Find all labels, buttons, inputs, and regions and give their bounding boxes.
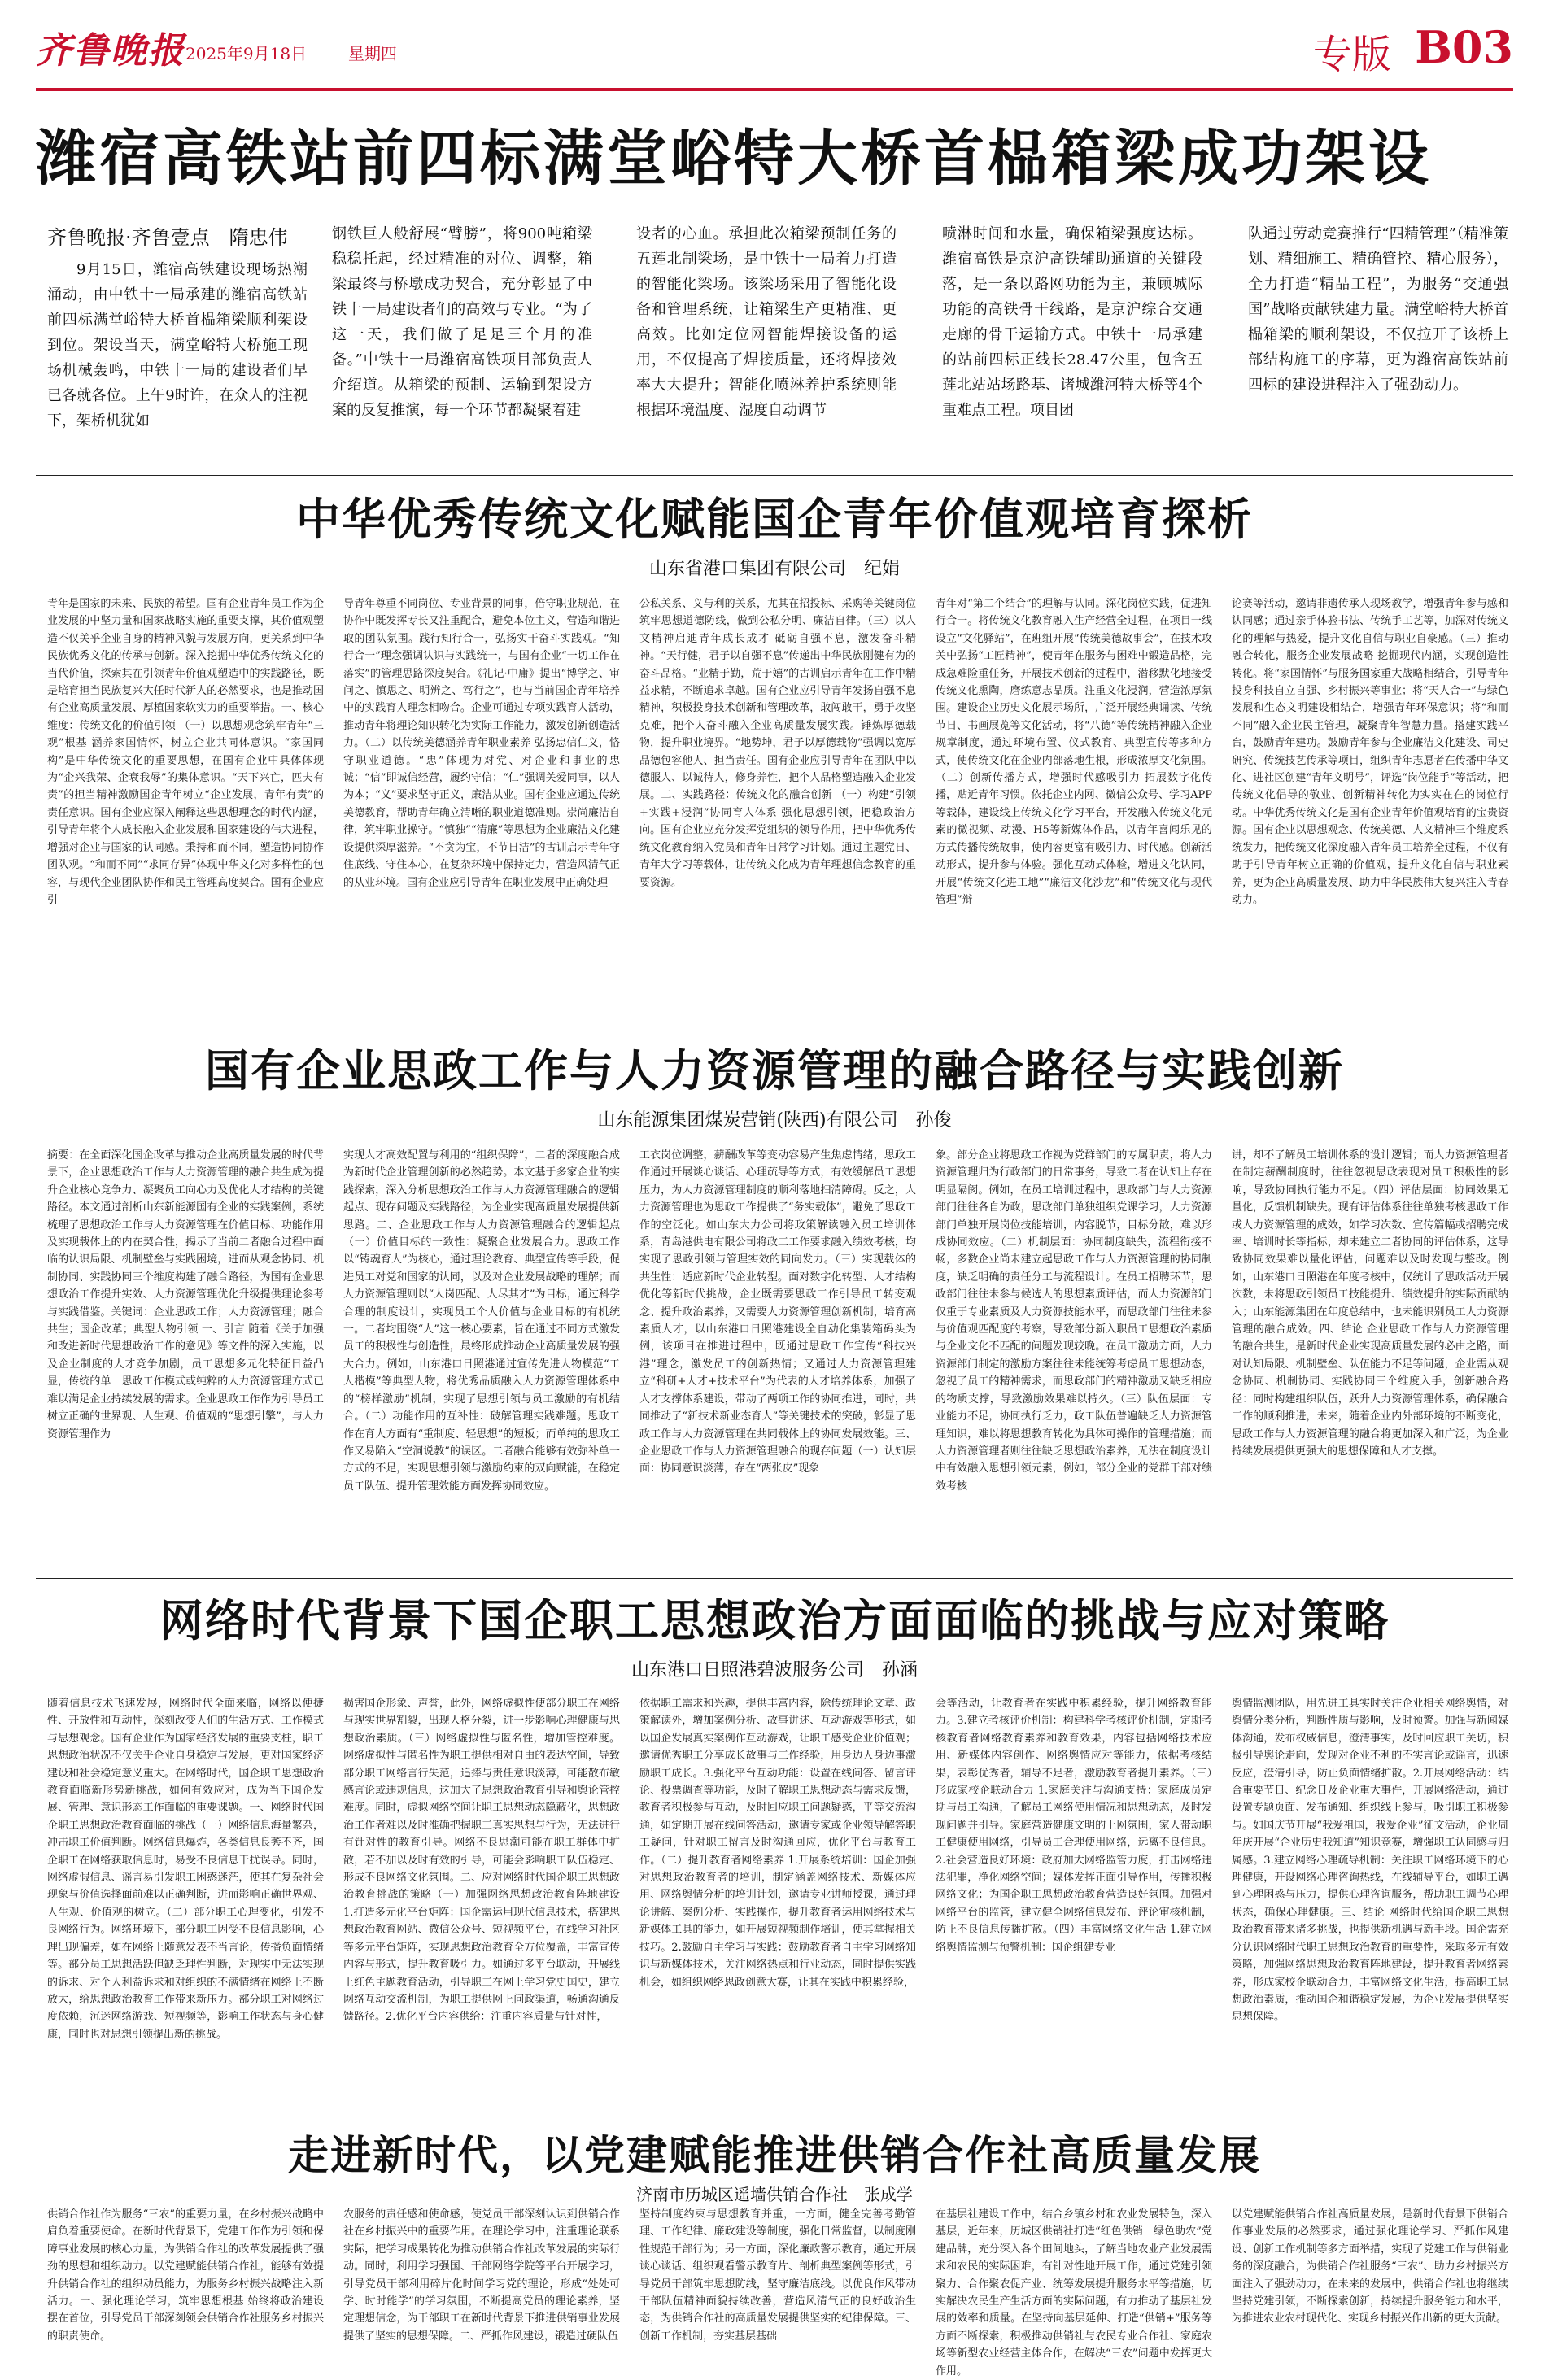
article2-col4: 青年对“第二个结合”的理解与认同。深化岗位实践，促进知行合一。将传统文化教育融入生产经营全过程，在项目一线设立“文化驿站”，在班组开展“传统美德故事会”，在技术攻关中弘扬“工匠精神”，使青年在服务与困难中锻造品格，完成急难险重任务，开展技术创新的过程中，潜移默化地接受传统文化熏陶，磨练意志品质。注重文化浸润，营造浓厚氛围。建设企业历史文化展示场所，广泛开展经典诵读、传统节日、书画展览等文化活动，将“八德”等传统精神融入企业规章制度，通过环境布置、仪式教育、典型宣传等多种方式，使传统文化在企业内部落地生根，形成浓厚文化氛围。（二）创新传播方式，增强时代感吸引力 拓展数字化传播，贴近青年习惯。依托企业内网、微信公众号、学习APP等载体，建设线上传统文化学习平台，开发融入传统文化元素的微视频、动漫、H5等新媒体作品，以青年喜闻乐见的方式传播传统故事，使内容更富有吸引力、时代感。创新活动形式，提升参与体验。强化互动式体验，增进文化认同，开展“传统文化进工地”“廉洁文化沙龙”和“传统文化与现代管理”辩: [936, 598, 1212, 906]
article5-col2: 农服务的责任感和使命感，使党员干部深刻认识到供销合作社在乡村振兴中的重要作用。在理论学习中，注重理论联系实际，把学习成果转化为推动供销合作社改革发展的实际行动。同时，利用学习强国、干部网络学院等平台开展学习，引导党员干部利用碎片化时间学习党的理论，形成“处处可学、时时能学”的学习氛围，不断提高党员的理论素养，坚定理想信念，为干部职工在新时代背景下推进供销事业发展提供了坚实的思想保障。二、严抓作风建设，锻造过硬队伍: [343, 2208, 620, 2343]
article1-col3: 设者的心血。承担此次箱梁预制任务的五莲北制梁场，是中铁十一局着力打造的智能化梁场。该梁场采用了智能化设备和管理系统，让箱梁生产更精准、更高效。比如定位网智能焊接设备的运用，不仅提高了焊接质量，还将焊接效率大大提升；智能化喷淋养护系统则能根据环境温度、湿度自动调节: [636, 225, 897, 419]
article4-col4: 会等活动，让教育者在实践中积累经验，提升网络教育能力。3.建立考核评价机制：构建科学考核评价机制，定期考核教育者网络教育素养和教育效果，内容包括网络技术应用、新媒体内容创作、网络舆情应对等能力，依据考核结果，表彰优秀者，辅导不足者，激励教育者提升素养。（三）形成家校企联动合力 1.家庭关注与沟通支持：家庭成员定期与员工沟通，了解员工网络使用情况和思想动态，及时发现问题并引导。家庭营造健康文明的上网氛围，家人带动职工健康使用网络，引导员工合理使用网络，远离不良信息。2.社会营造良好环境：政府加大网络监管力度，打击网络违法犯罪，净化网络空间；媒体发挥正面引导作用，传播积极网络文化；为国企职工思想政治教育营造良好氛围。加强对网络平台的监管，建立健全网络信息发布、评论审核机制，防止不良信息传播扩散。（四）丰富网络文化生活 1.建立网络舆情监测与预警机制：国企组建专业: [936, 1698, 1212, 1954]
divider: [36, 1578, 1513, 1579]
article2-byline: 山东省港口集团有限公司 纪娟: [648, 559, 900, 579]
article1-col1: 9月15日，潍宿高铁建设现场热潮涌动，由中铁十一局承建的潍宿高铁站前四标满堂峪特大桥首榀箱梁顺利架设到位。架设当天，满堂峪特大桥施工现场机械轰鸣，中铁十一局的建设者们早已各就各位。上午9时许，在众人的注视下，架桥机犹如: [47, 261, 308, 429]
article4-col3: 依据职工需求和兴趣，提供丰富内容，除传统理论文章、政策解读外，增加案例分析、故事讲述、互动游戏等形式，如以国企发展真实案例作互动游戏，让职工感受企业价值观；邀请优秀职工分享成长故事与工作经验，用身边人身边事激励职工成长。3.强化平台互动功能：设置在线问答、留言评论、投票调查等功能，及时了解职工思想动态与需求反馈，教育者积极参与互动，及时回应职工问题疑惑，平等交流沟通，如定期开展在线问答活动，邀请专家或企业领导解答职工疑问，针对职工留言及时沟通回应，优化平台与教育工作。（二）提升教育者网络素养 1.开展系统培训：国企加强对思想政治教育者的培训，制定涵盖网络技术、新媒体应用、网络舆情分析的培训计划，邀请专业讲师授课，通过理论讲解、案例分析、实践操作，提升教育者运用网络技术与新媒体工具的能力，如开展短视频制作培训，使其掌握相关技巧。2.鼓励自主学习与实践：鼓励教育者自主学习网络知识与新媒体技术，关注网络热点和行业动态，同时提供实践机会，如组织网络思政创意大赛，让其在实践中积累经验，: [639, 1698, 916, 1989]
article3-byline: 山东能源集团煤炭营销(陕西)有限公司 孙俊: [597, 1110, 952, 1131]
article3-col4: 象。部分企业将思政工作视为党群部门的专属职责，将人力资源管理归为行政部门的日常事务，导致二者在认知上存在明显隔阂。例如，在员工培训过程中，思政部门与人力资源部门往往各自为政，思政部门单独组织党课学习，人力资源部门单独开展岗位技能培训，内容脱节，目标分散，难以形成协同效应。（二）机制层面：协同制度缺失，流程衔接不畅，多数企业尚未建立起思政工作与人力资源管理的协同制度，缺乏明确的责任分工与流程设计。在员工招聘环节，思政部门往往未参与候选人的思想素质评估，而人力资源部门仅重于专业素质及人力资源技能水平，而思政部门往往未参与价值观匹配度的考察，导致部分新入职员工思想政治素质与企业文化不匹配的问题发现较晚。在员工激励方面，人力资源部门制定的激励方案往往未能统筹考虑员工思想动态，忽视了员工的精神需求，而思政部门的精神激励又缺乏相应的物质支撑，导致激励效果难以持久。（三）队伍层面：专业能力不足，协同执行乏力，政工队伍普遍缺乏人力资源管理知识，难以将思想教育转化为具体可操作的管理措施；而人力资源管理者则往往缺乏思想政治素养，无法在制度设计中有效融入思想引领元素，例如，部分企业的党群干部对绩效考核: [936, 1149, 1212, 1493]
article5-col4: 在基层社建设工作中，结合乡镇乡村和农业发展特色，深入基层，近年来，历城区供销社打造“红色供销 绿色助农”党建品牌，充分深入各个田间地头，了解当地农业产业发展需求和农民的实际困难，有针对性地开展工作，通过党建引领聚力、合作聚农促产业、统筹发展提升服务水平等措施，切实解决农民生产生活方面的实际问题，有力推动了基层社发展的效率和质量。在坚持向基层延伸、打造“供销+”服务等方面不断探索，积极推动供销社与农民专业合作社、家庭农场等新型农业经营主体合作，在解决“三农”问题中发挥更大作用。: [936, 2208, 1212, 2378]
article3-headline: 国有企业思政工作与人力资源管理的融合路径与实践创新: [205, 1044, 1344, 1096]
masthead: [36, 18, 1513, 77]
issue-date: 2025年9月18日: [185, 44, 308, 63]
article1-col5: 队通过劳动竞赛推行“四精管理”（精准策划、精细施工、精确管控、精心服务），全力打造“精品工程”，为服务“交通强国”战略贡献铁建力量。满堂峪特大桥首榀箱梁的顺利架设，不仅拉开了该桥上部结构施工的序幕，更为潍宿高铁站前四标的建设进程注入了强劲动力。: [1248, 225, 1508, 394]
article5-col3: 坚持制度约束与思想教育并重，一方面，健全完善考勤管理、工作纪律、廉政建设等制度，强化日常监督，以制度刚性规范干部行为；另一方面，深化廉政警示教育，通过开展谈心谈话、组织观看警示教育片、剖析典型案例等形式，引导党员干部筑牢思想防线，坚守廉洁底线。以优良作风带动干部队伍精神面貌持续改善，营造风清气正的良好政治生态，为供销合作社的高质量发展提供坚实的纪律保障。三、创新工作机制，夯实基层基础: [639, 2208, 916, 2343]
article1-byline: 齐鲁晚报·齐鲁壹点 隋忠伟: [47, 226, 288, 249]
article1-col2: 钢铁巨人般舒展“臂膀”，将900吨箱梁稳稳托起，经过精准的对位、调整，箱梁最终与桥墩成功契合，充分彰显了中铁十一局建设者们的高效与专业。“为了这一天，我们做了足足三个月的准备。”中铁十一局潍宿高铁项目部负责人介绍道。从箱梁的预制、运输到架设方案的反复推演，每一个环节都凝聚着建: [332, 225, 592, 419]
newspaper-logo: 齐鲁晚报: [36, 30, 185, 72]
article4-byline: 山东港口日照港碧波服务公司 孙涵: [631, 1660, 918, 1680]
divider: [36, 475, 1513, 476]
article1-col4: 喷淋时间和水量，确保箱梁强度达标。潍宿高铁是京沪高铁辅助通道的关键段落，是一条以路网功能为主，兼顾城际功能的高铁骨干线路，是京沪综合交通走廊的骨干运输方式。中铁十一局承建的站前四标正线长28.47公里，包含五莲北站站场路基、诸城潍河特大桥等4个重难点工程。项目团: [942, 225, 1202, 419]
article5-byline: 济南市历城区遥墙供销合作社 张成学: [636, 2185, 913, 2204]
article4-col5: 舆情监测团队，用先进工具实时关注企业相关网络舆情，对舆情分类分析，判断性质与影响，及时预警。加强与新闻媒体沟通，发布权威信息，澄清事实，及时回应职工关切，积极引导舆论走向，发现对企业不利的不实言论或谣言，迅速反应，澄清引导，防止负面情绪扩散。2.开展网络活动：结合重要节日、纪念日及企业重大事件，开展网络活动，通过设置专题页面、发布通知、组织线上参与，吸引职工积极参与。如国庆节开展“我爱祖国，我爱企业”征文活动，企业周年庆开展“企业历史我知道”知识竞赛，增强职工认同感与归属感。3.建立网络心理疏导机制：关注职工网络环境下的心理健康，开设网络心理咨询热线，在线辅导平台，如职工遇到心理困惑与压力，提供心理咨询服务，帮助职工调节心理状态，确保心理健康。三、结论 网络时代给国企职工思想政治教育带来诸多挑战，也提供新机遇与新手段。国企需充分认识网络时代职工思想政治教育的重要性，采取多元有效策略，加强网络思想政治教育阵地建设，提升教育者网络素养，形成家校企联动合力，丰富网络文化生活，提高职工思想政治素质，推动国企和谐稳定发展，为企业发展提供坚实思想保障。: [1232, 1698, 1508, 2024]
article4-col1: 随着信息技术飞速发展，网络时代全面来临，网络以便捷性、开放性和互动性，深刻改变人们的生活方式、工作模式与思想观念。国有企业作为国家经济发展的重要支柱，职工思想政治状况不仅关乎企业自身稳定与发展，更对国家经济建设和社会稳定意义重大。在网络时代，国企职工思想政治教育面临新形势新挑战，如何有效应对，成为当下国企发展、管理、意识形态工作面临的重要课题。一、网络时代国企职工思想政治教育面临的挑战（一）网络信息海量繁杂，冲击职工价值判断。网络信息爆炸，各类信息良莠不齐，国企职工在网络获取信息时，易受不良信息干扰误导。同时，网络虚假信息、谣言易引发职工困惑迷茫，使其在复杂社会现象与价值选择面前难以正确判断，进而影响正确世界观、人生观、价值观的树立。（二）部分职工心理变化，引发不良网络行为。网络环境下，部分职工因受不良信息影响，心理出现偏差，如在网络上随意发表不当言论，传播负面情绪等。部分员工思想活跃但缺乏理性判断，对现实中无法实现的诉求、对个人利益诉求和对组织的不满情绪在网络上不断放大，给思想政治教育工作带来新压力。部分职工对网络过度依赖，沉迷网络游戏、短视频等，影响工作状态与身心健康，同时也对思想引领提出新的挑战。: [47, 1698, 324, 2041]
article2-col3: 公私关系、义与利的关系，尤其在招投标、采购等关键岗位筑牢思想道德防线，做到公私分明、廉洁自律。（三）以人文精神启迪青年成长成才 砥砺自强不息，激发奋斗精神。“天行健，君子以自强不息”传递出中华民族刚健有为的奋斗品格。“业精于勤，荒于嬉”的古训启示青年在工作中精益求精，不断追求卓越。国有企业应引导青年发扬自强不息精神，积极投身技术创新和管理改革，敢闯敢干，勇于攻坚克难，把个人奋斗融入企业高质量发展实践。锤炼厚德载物，提升职业境界。“地势坤，君子以厚德载物”强调以宽厚品德包容他人、担当责任。国有企业应引导青年在团队中以德服人、以诚待人，修身养性，把个人品格塑造融入企业发展。二、实践路径：传统文化的融合创新 （一）构建“引领+实践+浸润”协同育人体系 强化思想引领，把稳政治方向。国有企业应充分发挥党组织的领导作用，把中华优秀传统文化教育纳入党员和青年日常学习计划。通过主题党日、青年大学习等载体，让传统文化成为青年理想信念教育的重要资源。: [639, 598, 916, 889]
article5-col1: 供销合作社作为服务“三农”的重要力量，在乡村振兴战略中肩负着重要使命。在新时代背景下，党建工作作为引领和保障事业发展的核心力量，为供销合作社的改革发展提供了强劲的思想和组织动力。以党建赋能供销合作社，能够有效提升供销合作社的组织动员能力，为服务乡村振兴战略注入新活力。一、强化理论学习，筑牢思想根基 始终将政治建设摆在首位，引导党员干部深刻领会供销合作社服务乡村振兴的职责使命。: [47, 2208, 324, 2343]
article4-headline: 网络时代背景下国企职工思想政治方面面临的挑战与应对策略: [159, 1594, 1390, 1646]
masthead-rule: [36, 88, 1513, 91]
article2-headline: 中华优秀传统文化赋能国企青年价值观培育探析: [296, 493, 1253, 545]
article2-col5: 论赛等活动，邀请非遗传承人现场教学，增强青年参与感和认同感；通过亲手体验书法、传统手工艺等，加深对传统文化的理解与热爱，提升文化自信与职业自豪感。（三）推动融合转化，服务企业发展战略 挖掘现代内涵，实现创造性转化。将“家国情怀”与服务国家重大战略相结合，引导青年投身科技自立自强、乡村振兴等事业；将“天人合一”与绿色发展和生态文明建设相结合，增强青年环保意识；将“和而不同”融入企业民主管理，凝聚青年智慧力量。搭建实践平台，鼓励青年建功。鼓励青年参与企业廉洁文化建设、司史研究、传统技艺传承等项目，组织青年志愿者在传播中华文化、进社区创建“青年文明号”，评选“岗位能手”等活动，把传统文化倡导的敬业、创新精神转化为实实在在的岗位行动。中华优秀传统文化是国有企业青年价值观培育的宝贵资源。国有企业以思想观念、传统美德、人文精神三个维度系统发力，把传统文化深度融入青年员工培养全过程，不仅有助于引导青年树立正确的价值观，提升文化自信与职业素养，更为企业高质量发展、助力中华民族伟大复兴注入青春动力。: [1232, 598, 1508, 906]
article2-col1: 青年是国家的未来、民族的希望。国有企业青年员工作为企业发展的中坚力量和国家战略实施的重要支撑，其价值观塑造不仅关乎企业自身的精神风貌与发展方向，更关系到中华民族优秀文化的传承与创新。深入挖掘中华优秀传统文化的当代价值，探索其在引领青年价值观塑造中的实践路径，既是培育担当民族复兴大任时代新人的必然要求，也是推动国有企业高质量发展、厚植国家软实力的重要举措。一、核心维度：传统文化的价值引领 （一）以思想观念筑牢青年“三观”根基 涵养家国情怀，树立企业共同体意识。“家国同构”是中华传统文化的重要思想，在国有企业中具体体现为“企兴我荣、企衰我辱”的集体意识。“天下兴亡，匹夫有责”的担当精神激励国企青年树立“企业发展，青年有责”的责任意识。国有企业应深入阐释这些思想理念的时代内涵，引导青年将个人成长融入企业发展和国家建设的伟大进程，增强对企业与国家的认同感。秉持和而不同，塑造协同协作团队观。“和而不同”“求同存异”体现中华文化对多样性的包容，与现代企业团队协作和民主管理高度契合。国有企业应引: [47, 598, 324, 906]
article5-col5: 以党建赋能供销合作社高质量发展，是新时代背景下供销合作事业发展的必然要求，通过强化理论学习、严抓作风建设、创新工作机制等多方面举措，实现了党建工作与供销业务的深度融合，为供销合作社服务“三农”、助力乡村振兴方面注入了强劲动力，在未来的发展中，供销合作社也将继续坚持党建引领，不断探索创新，持续提升服务能力和水平，为推进农业农村现代化、实现乡村振兴作出新的更大贡献。: [1232, 2208, 1508, 2326]
page-number: B03: [1415, 21, 1513, 73]
article5-headline: 走进新时代，以党建赋能推进供销合作社高质量发展: [288, 2131, 1261, 2179]
section-label: 专版: [1312, 32, 1391, 77]
issue-weekday: 星期四: [348, 44, 397, 63]
article4-col2: 损害国企形象、声誉，此外，网络虚拟性使部分职工在网络与现实世界割裂，出现人格分裂，进一步影响心理健康与思想政治素质。（三）网络虚拟性与匿名性，增加管控难度。网络虚拟性与匿名性为职工提供相对自由的表达空间，导致部分职工网络言行失范，追捧与责任意识淡薄，可能散布敏感言论或违规信息，这加大了思想政治教育引导和舆论管控难度。同时，虚拟网络空间让职工思想动态隐蔽化，思想政治工作者难以及时准确把握职工真实思想与行为，无法进行有针对性的教育引导。网络不良思潮可能在职工群体中扩散，若不加以及时有效的引导，可能会影响职工队伍稳定、形成不良网络文化氛围。二、应对网络时代国企职工思想政治教育挑战的策略（一）加强网络思想政治教育阵地建设 1.打造多元化平台矩阵：国企需运用现代信息技术，搭建思想政治教育网站、微信公众号、短视频平台，在线学习社区等多元平台矩阵，实现思想政治教育全方位覆盖，丰富宣传内容与形式，提升教育吸引力。如通过多平台联动，开展线上红色主题教育活动，引导职工在网上学习党史国史，建立网络互动交流机制，为职工提供网上问政渠道，畅通沟通反馈路径。2.优化平台内容供给：注重内容质量与针对性，: [343, 1698, 620, 2024]
article1-headline: 潍宿高铁站前四标满堂峪特大桥首榀箱梁成功架设: [36, 124, 1432, 194]
article3-col2: 实现人才高效配置与利用的“组织保障”，二者的深度融合成为新时代企业管理创新的必然趋势。本文基于多家企业的实践探索，深入分析思想政治工作与人力资源管理融合的逻辑起点、现存问题及实践路径，为企业实现高质量发展提供新思路。二、企业思政工作与人力资源管理融合的逻辑起点（一）价值目标的一致性：凝聚企业发展合力。思政工作以“铸魂育人”为核心，通过理论教育、典型宣传等手段，促进员工对党和国家的认同，以及对企业发展战略的理解；而人力资源管理则以“人岗匹配、人尽其才”为目标，通过科学合理的制度设计，实现员工个人价值与企业目标的有机统一。二者均围绕“人”这一核心要素，旨在通过不同方式激发员工的积极性与创造性，最终形成推动企业高质量发展的强大合力。例如，山东港口日照港通过宣传先进人物模范“工人楷模”等典型人物，将优秀品质融入人力资源管理体系中的“榜样激励”机制，实现了思想引领与员工激励的有机结合。（二）功能作用的互补性：破解管理实践难题。思政工作在育人方面有“重制度、轻思想”的短板；而单纯的思政工作又易陷入“空洞说教”的误区。二者融合能够有效弥补单一方式的不足，实现思想引领与激励约束的双向赋能，在稳定员工队伍、提升管理效能方面发挥协同效应。: [343, 1149, 620, 1493]
article2-col2: 导青年尊重不同岗位、专业背景的同事，倍守职业规范，在协作中既发挥专长又注重配合，避免本位主义，营造和谐进取的团队氛围。践行知行合一，弘扬实干奋斗实践观。“知行合一”理念强调认识与实践统一，与国有企业“一切工作在落实”的管理思路深度契合。《礼记·中庸》提出“博学之、审问之、慎思之、明辨之、笃行之”，也与当前国企青年培养中的实践育人理念相吻合。企业可通过专项实践育人活动，推动青年将理论知识转化为实际工作能力，激发创新创造活力。（二）以传统美德涵养青年职业素养 弘扬忠信仁义，恪守职业道德。“忠”体现为对党、对企业和事业的忠诚；“信”即诚信经营，履约守信；“仁”强调关爱同事，以人为本；“义”要求坚守正义，廉洁从业。国有企业应通过传统美德教育，帮助青年确立清晰的职业道德准则。崇尚廉洁自律，筑牢职业操守。“慎独”“清廉”等思想为企业廉洁文化建设提供深厚滋养。“不贪为宝，不节日洁”的古训启示青年守住底线、守住本心，在复杂环境中保持定力，营造风清气正的从业环境。国有企业应引导青年在职业发展中正确处理: [343, 598, 620, 889]
article3-col5: 讲，却不了解员工培训体系的设计逻辑；而人力资源管理者在制定薪酬制度时，往往忽视思政表现对员工积极性的影响，导致协同执行能力不足。（四）评估层面：协同效果无量化，反馈机制缺失。现有评估体系往往单独考核思政工作或人力资源管理的成效，如学习次数、宣传篇幅或招聘完成率、培训时长等指标，却未建立二者协同的评估体系，这导致协同效果难以量化评估，问题难以及时发现与整改。例如，山东港口日照港在年度考核中，仅统计了思政活动开展次数，未将思政引领员工技能提升、绩效提升的实际贡献纳入；山东能源集团在年度总结中，也未能识别员工人力资源管理的融合成效。四、结论 企业思政工作与人力资源管理的融合共生，是新时代企业实现高质量发展的必由之路，面对认知局限、机制壁垒、队伍能力不足等问题，企业需从观念协同、机制协同、实践协同三个维度入手，创新融合路径：同时构建组织队伍，跃升人力资源管理体系，确保融合工作的顺利推进，未来，随着企业内外部环境的不断变化，思政工作与人力资源管理的融合将更加深入和广泛，为企业持续发展提供更强大的思想保障和人才支撑。: [1232, 1149, 1508, 1458]
article3-col1: 摘要：在全面深化国企改革与推动企业高质量发展的时代背景下，企业思想政治工作与人力资源管理的融合共生成为提升企业核心竞争力、凝聚员工向心力及优化人才结构的关键路径。本文通过剖析山东新能源国有企业的实践案例，系统梳理了思想政治工作与人力资源管理在价值目标、功能作用及实现载体上的内在契合性，揭示了当前二者融合过程中面临的认识局限、机制壁垒与实践困境，进而从观念协同、机制协同、实践协同三个维度构建了融合路径，为国有企业思想政治工作提升实效、人力资源管理优化升级提供理论参考与实践借鉴。关键词：企业思政工作；人力资源管理；融合共生；国企改革；典型人物引领 一、引言 随着《关于加强和改进新时代思想政治工作的意见》等文件的深入实施，以及企业制度的人才竞争加剧，员工思想多元化特征日益凸显，传统的单一思政工作模式或纯粹的人力资源管理方式已难以满足企业持续发展的需求。企业思政工作作为引导员工树立正确的世界观、人生观、价值观的“思想引擎”，与人力资源管理作为: [47, 1149, 324, 1441]
article3-col3: 工衣岗位调整，薪酬改革等变动容易产生焦虑情绪，思政工作通过开展谈心谈话、心理疏导等方式，有效缓解员工思想压力，为人力资源管理制度的顺利落地扫清障碍。反之，人力资源管理也为思政工作提供了“务实载体”，避免了思政工作的空泛化。如山东大力公司将政策解读融入员工培训体系，青岛港供电有限公司将政工工作要求融入绩效考核，均实现了思政引领与管理实效的同向发力。（三）实现载体的共生性：适应新时代企业转型。面对数字化转型、人才结构优化等新时代挑战，企业既需要思政工作引导员工转变观念、提升政治素养，又需要人力资源管理创新机制，培育高素质人才，以山东港口日照港建设全自动化集装箱码头为例，该项目在推进过程中，既通过思政工作宣传“科技兴港”理念，激发员工的创新热情；又通过人力资源管理建立“科研+人才+技术平台”为代表的人才培养体系，加强了人才支撑体系建设，带动了两项工作的协同推进，同时，共同推动了“新技术新业态育人”等关键技术的突破，彰显了思政工作与人力资源管理在共同载体上的协同发展效能。三、企业思政工作与人力资源管理融合的现存问题（一）认知层面：协同意识淡薄，存在“两张皮”现象: [639, 1149, 916, 1476]
